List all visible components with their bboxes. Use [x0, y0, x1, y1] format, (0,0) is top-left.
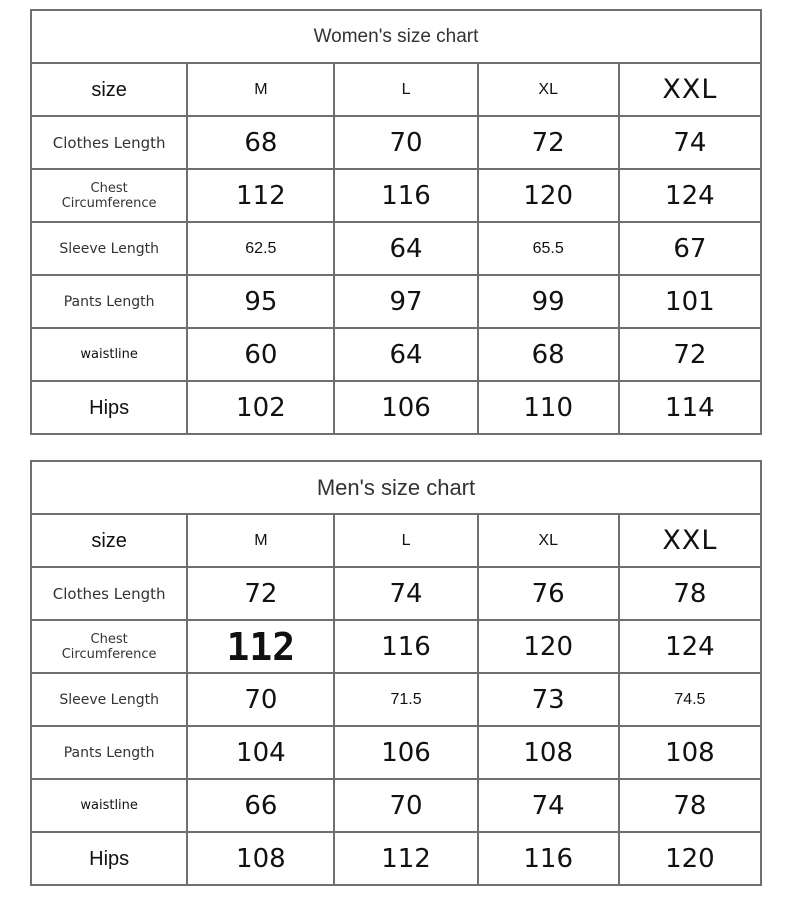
- row-label-clothes-length: Clothes Length: [31, 567, 187, 620]
- table-cell: 108: [478, 726, 619, 779]
- table-cell: 106: [334, 726, 477, 779]
- table-cell: 65.5: [478, 222, 619, 275]
- table-row: [31, 116, 761, 169]
- table-cell: 124: [619, 620, 761, 673]
- size-header-row: [31, 514, 761, 567]
- size-xxl: XXL: [619, 514, 761, 567]
- size-label: size: [31, 514, 187, 567]
- table-row: [31, 169, 761, 222]
- table-row: [31, 779, 761, 832]
- table-cell: 102: [187, 381, 334, 434]
- table-row: [31, 381, 761, 434]
- size-l: L: [334, 63, 477, 116]
- size-xl: XL: [478, 514, 619, 567]
- table-row: [31, 620, 761, 673]
- size-xl: XL: [478, 63, 619, 116]
- row-label-sleeve-length: Sleeve Length: [31, 222, 187, 275]
- table-cell: 101: [619, 275, 761, 328]
- table-cell: 74: [619, 116, 761, 169]
- size-m: M: [187, 63, 334, 116]
- size-header-row: [31, 63, 761, 116]
- table-cell: 112: [334, 832, 477, 885]
- size-label: size: [31, 63, 187, 116]
- table-cell: 70: [187, 673, 334, 726]
- table-row: [31, 275, 761, 328]
- table-cell: 116: [334, 169, 477, 222]
- table-cell: 67: [619, 222, 761, 275]
- table-row: [31, 832, 761, 885]
- row-label-hips: Hips: [31, 832, 187, 885]
- table-cell: 70: [334, 779, 477, 832]
- table-cell: 108: [619, 726, 761, 779]
- table-cell: 60: [187, 328, 334, 381]
- row-label-waistline: waistline: [31, 328, 187, 381]
- table-row: [31, 567, 761, 620]
- table-row: [31, 328, 761, 381]
- row-label-chest-circumference: Chest Circumference: [31, 620, 187, 673]
- table-cell: 72: [619, 328, 761, 381]
- table-cell: 120: [619, 832, 761, 885]
- table-cell: 71.5: [334, 673, 477, 726]
- womens-size-chart: [30, 9, 762, 435]
- row-label-waistline: waistline: [31, 779, 187, 832]
- row-label-hips: Hips: [31, 381, 187, 434]
- table-cell: 78: [619, 779, 761, 832]
- womens-chart-title: Women's size chart: [31, 10, 761, 63]
- table-cell: 64: [334, 328, 477, 381]
- size-m: M: [187, 514, 334, 567]
- table-cell: 120: [478, 169, 619, 222]
- size-l: L: [334, 514, 477, 567]
- table-row: [31, 673, 761, 726]
- mens-chart-title: Men's size chart: [31, 461, 761, 514]
- table-cell: 62.5: [187, 222, 334, 275]
- table-cell: 116: [478, 832, 619, 885]
- table-cell: 95: [187, 275, 334, 328]
- table-cell: 99: [478, 275, 619, 328]
- table-cell: 72: [478, 116, 619, 169]
- table-cell: 124: [619, 169, 761, 222]
- table-cell: 120: [478, 620, 619, 673]
- row-label-clothes-length: Clothes Length: [31, 116, 187, 169]
- table-cell: 73: [478, 673, 619, 726]
- table-cell: 66: [187, 779, 334, 832]
- table-cell: 68: [187, 116, 334, 169]
- size-xxl: XXL: [619, 63, 761, 116]
- table-cell: 116: [334, 620, 477, 673]
- mens-size-chart: [30, 460, 762, 886]
- table-row: [31, 726, 761, 779]
- table-cell: 78: [619, 567, 761, 620]
- table-cell: 64: [334, 222, 477, 275]
- table-row: [31, 222, 761, 275]
- table-cell: 70: [334, 116, 477, 169]
- table-cell: 68: [478, 328, 619, 381]
- table-cell: 76: [478, 567, 619, 620]
- row-label-chest-circumference: Chest Circumference: [31, 169, 187, 222]
- table-cell: 106: [334, 381, 477, 434]
- table-cell: 74: [334, 567, 477, 620]
- row-label-pants-length: Pants Length: [31, 726, 187, 779]
- row-label-pants-length: Pants Length: [31, 275, 187, 328]
- table-cell: 110: [478, 381, 619, 434]
- table-cell: 112: [187, 620, 334, 673]
- table-cell: 108: [187, 832, 334, 885]
- table-cell: 97: [334, 275, 477, 328]
- table-cell: 74.5: [619, 673, 761, 726]
- row-label-sleeve-length: Sleeve Length: [31, 673, 187, 726]
- table-cell: 104: [187, 726, 334, 779]
- table-cell: 74: [478, 779, 619, 832]
- table-cell: 112: [187, 169, 334, 222]
- table-cell: 114: [619, 381, 761, 434]
- table-cell: 72: [187, 567, 334, 620]
